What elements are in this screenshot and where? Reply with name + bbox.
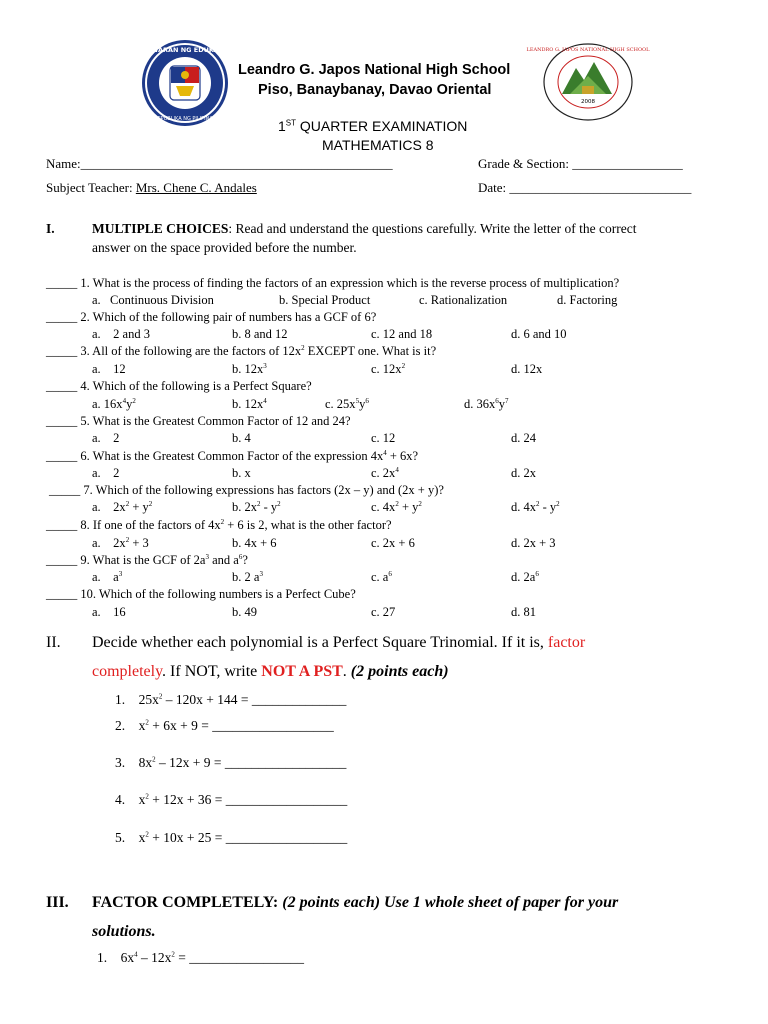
part2-instruction-line2 <box>92 663 449 681</box>
part2-instruction-line1 <box>92 634 585 652</box>
pst-item-1: 1. $25x^2 - 120x + 144$ = ______________ <box>115 692 347 707</box>
exam-title-text: QUARTER EXAMINATION <box>296 118 468 134</box>
part2-numeral: II. <box>46 634 61 651</box>
part2-text-2-end: . <box>342 663 351 680</box>
date-field[interactable]: ____________________________ <box>509 180 692 195</box>
grade-row <box>478 156 683 172</box>
name-field[interactable]: ________________________________________________ <box>80 156 393 171</box>
deped-seal-logo <box>130 38 240 128</box>
question-7: _____ 7. Which of the following expressions has factors (2x – y) and (2x + y)? <box>49 483 444 497</box>
school-name: Leandro G. Japos National High School <box>238 62 511 78</box>
part2-text-2-red: completely <box>92 663 163 680</box>
name-label: Name: <box>46 156 81 171</box>
date-label: Date: <box>478 180 510 195</box>
part3-title: FACTOR COMPLETELY: <box>92 894 279 911</box>
grade-field[interactable]: _________________ <box>572 156 683 171</box>
teacher-row <box>46 180 257 196</box>
part1-numeral: I. <box>46 221 55 236</box>
question-5: _____ 5. What is the Greatest Common Factor of 12 and 24? <box>46 414 351 428</box>
svg-text:REPUBLIKA NG PILIPINAS: REPUBLIKA NG PILIPINAS <box>154 116 216 122</box>
part1-instruction-line2: answer on the space provided before the number. <box>92 240 357 255</box>
question-4: _____ 4. Which of the following is a Perfect Square? <box>46 379 312 393</box>
teacher-name: Mrs. Chene C. Andales <box>135 180 257 195</box>
exam-subject: MATHEMATICS 8 <box>322 137 434 153</box>
pst-item-2: 2. $x^2 + 6x + 9$ = __________________ <box>115 718 334 733</box>
teacher-label: Subject Teacher: <box>46 180 136 195</box>
question-9: _____ 9. What is the GCF of $2a^3$ and $a^6$? <box>46 552 248 567</box>
factor-item-1: 1. $6x^4 - 12x^2$ = _________________ <box>97 950 304 965</box>
question-1: _____ 1. What is the process of finding the factors of an expression which is the reverse process of multiplication? <box>46 276 620 290</box>
grade-label: Grade & Section: <box>478 156 573 171</box>
svg-text:LEANDRO G. JAPOS NATIONAL HIGH: LEANDRO G. JAPOS NATIONAL HIGH SCHOOL <box>526 47 650 53</box>
exam-ordinal-suffix: ST <box>285 118 297 128</box>
part3-heading <box>92 894 618 912</box>
part2-text-1: Decide whether each polynomial is a Perfect Square Trinomial. If it is, <box>92 634 548 651</box>
question-2: _____ 2. Which of the following pair of numbers has a GCF of 6? <box>46 310 377 324</box>
part2-text-2: . If NOT, write <box>162 663 262 680</box>
exam-title <box>278 118 467 134</box>
part3-numeral: III. <box>46 894 69 911</box>
part2-not-a-pst: NOT A PST <box>261 663 343 680</box>
question-10: _____ 10. Which of the following numbers is a Perfect Cube? <box>46 587 356 601</box>
part2-text-1-red: factor <box>547 634 586 651</box>
question-3: _____ 3. All of the following are the factors of $12x^2$ EXCEPT one. What is it? <box>46 343 437 358</box>
pst-item-3: 3. $8x^2 - 12x + 9$ = __________________ <box>115 755 347 770</box>
part3-note-1: (2 points each) Use 1 whole sheet of paper for your <box>278 894 619 911</box>
part2-points: (2 points each) <box>350 663 449 680</box>
part1-title: MULTIPLE CHOICES <box>92 221 229 236</box>
exam-ordinal: 1 <box>278 118 286 134</box>
pst-item-5: 5. $x^2 + 10x + 25$ = __________________ <box>115 830 348 845</box>
question-6: _____ 6. What is the Greatest Common Factor of the expression $4x^4 + 6x$? <box>46 448 419 463</box>
school-address: Piso, Banaybanay, Davao Oriental <box>258 82 492 98</box>
part3-note-line2 <box>92 923 156 941</box>
part1-instructions <box>92 221 636 237</box>
school-seal-logo <box>526 42 650 122</box>
name-row <box>46 156 393 172</box>
pst-item-4: 4. $x^2 + 12x + 36$ = __________________ <box>115 792 348 807</box>
question-8: _____ 8. If one of the factors of $4x^2 + 6$ is 2, what is the other factor? <box>46 517 392 532</box>
svg-text:KAGAWARAN NG EDUKASYON: KAGAWARAN NG EDUKASYON <box>130 46 240 54</box>
part3-note-2: solutions. <box>92 923 156 940</box>
part1-instruction-1: : Read and understand the questions carefully. Write the letter of the correct <box>228 221 637 236</box>
date-row <box>478 180 691 196</box>
svg-text:2008: 2008 <box>581 99 595 105</box>
